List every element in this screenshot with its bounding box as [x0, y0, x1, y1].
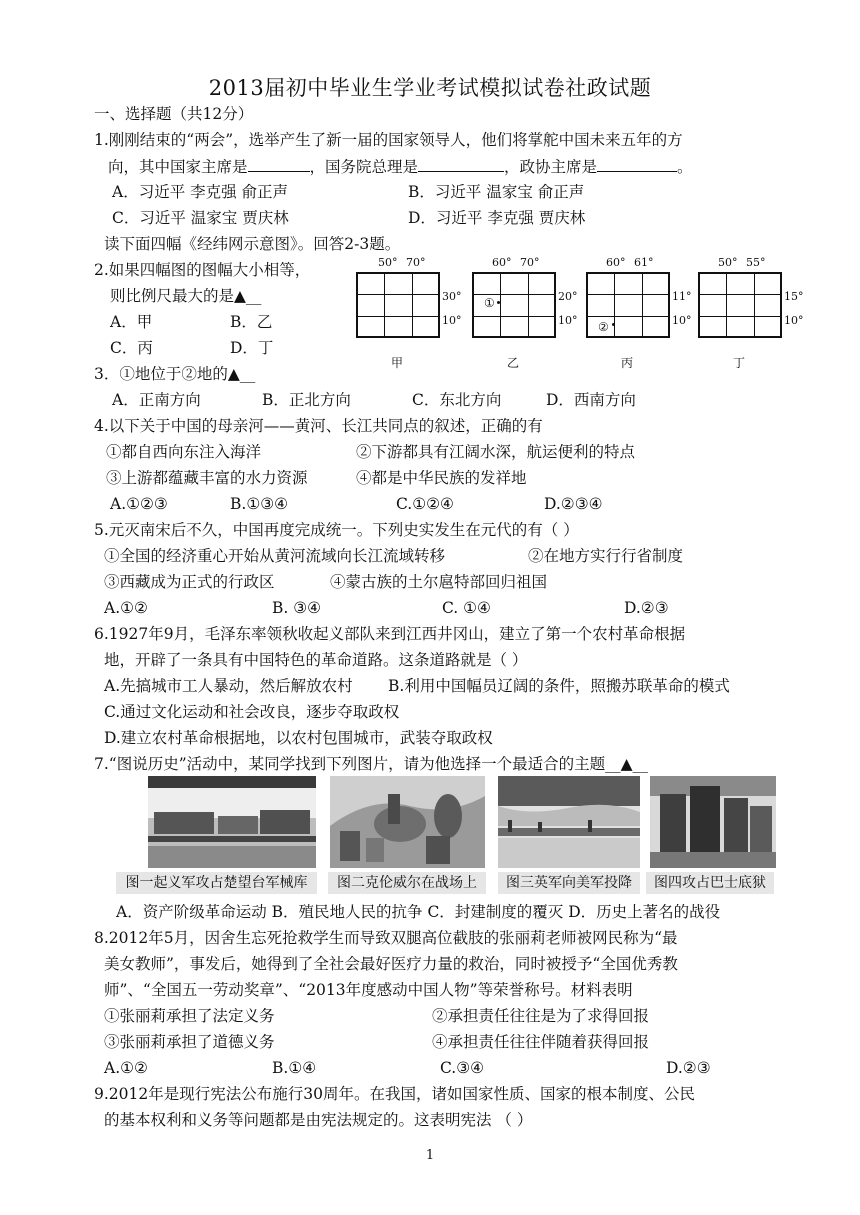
- longitude-label: 70°: [406, 256, 426, 269]
- q2-option-c: C．丙: [110, 339, 153, 357]
- blank-line: [597, 156, 677, 172]
- q1-stem-line2: [108, 156, 693, 177]
- q5-option-b: B. ③④: [272, 599, 322, 617]
- q4-statement-2: ②下游都具有江阔水深，航运便利的特点: [356, 443, 636, 461]
- photo-caption-3: 图三英军向美军投降: [498, 872, 640, 894]
- map-caption: 丁: [732, 356, 745, 370]
- map-caption: 乙: [506, 356, 519, 370]
- q2-option-a: A．甲: [110, 313, 153, 331]
- latlong-map-yi: [470, 254, 580, 374]
- q1-text-4: 。: [677, 158, 693, 176]
- q5-statement-4: ④蒙古族的土尔扈特部回归祖国: [330, 573, 548, 591]
- map-grid: [698, 272, 782, 338]
- q8-option-c: C.③④: [440, 1059, 485, 1077]
- q8-stem-line3: 师”、“全国五一劳动奖章”、“2013年度感动中国人物”等荣誉称号。材料表明: [104, 981, 633, 999]
- q2-option-d: D．丁: [230, 339, 274, 357]
- blank-line: [248, 156, 310, 172]
- q9-stem: 9.2012年是现行宪法公布施行30周年。在我国，诸如国家性质、国家的根本制度、公民: [94, 1085, 695, 1103]
- q5-statement-1: ①全国的经济重心开始从黄河流域向长江流域转移: [104, 547, 446, 565]
- q3-option-c: C．东北方向: [412, 391, 502, 409]
- q8-option-b: B.①④: [272, 1059, 317, 1077]
- q1-text-2: ，国务院总理是: [309, 158, 419, 176]
- q8-stem: 8.2012年5月，因舍生忘死抢救学生而导致双腿高位截肢的张丽莉老师被网民称为“最: [94, 929, 678, 947]
- photo-caption-4: 图四攻占巴士底狱: [646, 872, 774, 894]
- latlong-map-bing: [584, 254, 694, 374]
- longitude-label: 50°: [718, 256, 738, 269]
- q1-stem: 1.刚刚结束的“两会”，选举产生了新一届的国家领导人，他们将掌舵中国未来五年的方: [94, 131, 683, 149]
- photo-bastille: [650, 776, 776, 868]
- q5-statement-2: ②在地方实行行省制度: [528, 547, 684, 565]
- photo-wuchang-armory: [148, 776, 316, 868]
- map-caption: 丙: [620, 356, 633, 370]
- map-point-2: ②: [598, 320, 609, 334]
- q8-statement-1: ①张丽莉承担了法定义务: [104, 1007, 275, 1025]
- q2-stem: 2.如果四幅图的图幅大小相等，: [94, 261, 311, 279]
- q5-option-c: C. ①④: [442, 599, 491, 617]
- q8-statement-4: ④承担责任往往伴随着获得回报: [432, 1033, 650, 1051]
- q5-option-a: A.①②: [104, 599, 148, 617]
- page-title: 2013届初中毕业生学业考试模拟试卷社政试题: [208, 76, 652, 100]
- longitude-label: 70°: [520, 256, 540, 269]
- map-caption: 甲: [390, 356, 403, 370]
- q4-option-a: A.①②③: [110, 495, 168, 513]
- latitude-label: 10°: [672, 314, 692, 327]
- q7-stem: 7.“图说历史”活动中，某同学找到下列图片，请为他选择一个最适合的主题__▲__: [94, 755, 649, 773]
- q8-statement-2: ②承担责任往往是为了求得回报: [432, 1007, 650, 1025]
- q2-stem-line2: 则比例尺最大的是▲__: [110, 287, 262, 305]
- q8-option-a: A.①②: [104, 1059, 148, 1077]
- longitude-label: 61°: [634, 256, 654, 269]
- latitude-label: 15°: [784, 290, 804, 303]
- photo-caption-2: 图二克伦威尔在战场上: [328, 872, 486, 894]
- q6-stem-line2: 地，开辟了一条具有中国特色的革命道路。这条道路就是（ ）: [104, 651, 528, 669]
- q2-option-b: B．乙: [230, 313, 273, 331]
- q4-option-c: C.①②④: [396, 495, 454, 513]
- latlong-map-jia: [354, 254, 464, 374]
- q3-option-b: B．正北方向: [262, 391, 351, 409]
- q5-option-d: D.②③: [624, 599, 669, 617]
- q1-option-d: D．习近平 李克强 贾庆林: [408, 209, 586, 227]
- longitude-label: 50°: [378, 256, 398, 269]
- map-point-1: ①: [484, 296, 495, 310]
- q8-stem-line2: 美女教师”，事发后，她得到了全社会最好医疗力量的救治，同时被授予“全国优秀教: [104, 955, 678, 973]
- q1-option-b: B．习近平 温家宝 俞正声: [408, 183, 585, 201]
- q4-option-b: B.①③④: [230, 495, 289, 513]
- section-heading: 一、选择题（共12分）: [94, 105, 254, 123]
- latlong-map-ding: [696, 254, 806, 374]
- latitude-label: 10°: [784, 314, 804, 327]
- q3-option-a: A．正南方向: [112, 391, 201, 409]
- q6-option-a: A.先搞城市工人暴动，然后解放农村: [104, 677, 353, 695]
- q6-option-b: B.利用中国幅员辽阔的条件，照搬苏联革命的模式: [388, 677, 730, 695]
- q4-statement-4: ④都是中华民族的发祥地: [356, 469, 527, 487]
- q9-stem-line2: 的基本权利和义务等问题都是由宪法规定的。这表明宪法 （ ）: [104, 1111, 533, 1129]
- map-point-dot: [612, 323, 615, 326]
- map-grid: [356, 272, 440, 338]
- photo-british-surrender: [498, 776, 640, 868]
- q4-statement-3: ③上游都蕴藏丰富的水力资源: [106, 469, 308, 487]
- q5-statement-3: ③西藏成为正式的行政区: [104, 573, 275, 591]
- latitude-label: 30°: [442, 290, 462, 303]
- q6-option-d: D.建立农村革命根据地，以农村包围城市，武装夺取政权: [104, 729, 493, 747]
- q8-statement-3: ③张丽莉承担了道德义务: [104, 1033, 275, 1051]
- q4-option-d: D.②③④: [544, 495, 603, 513]
- q3-option-d: D．西南方向: [546, 391, 636, 409]
- blank-line: [418, 156, 504, 172]
- map-point-dot: [497, 301, 500, 304]
- latitude-label: 11°: [672, 290, 692, 303]
- photo-caption-1: 图一起义军攻占楚望台军械库: [116, 872, 317, 894]
- q1-text-3: ，政协主席是: [504, 158, 598, 176]
- q1-option-a: A．习近平 李克强 俞正声: [112, 183, 289, 201]
- q3-stem: 3．①地位于②地的▲__: [94, 365, 256, 383]
- q1-text-1: 向，其中国家主席是: [108, 158, 248, 176]
- q6-option-c: C.通过文化运动和社会改良，逐步夺取政权: [104, 703, 400, 721]
- q5-stem: 5.元灭南宋后不久，中国再度完成统一。下列史实发生在元代的有（ ）: [94, 521, 579, 539]
- longitude-label: 60°: [492, 256, 512, 269]
- q4-stem: 4.以下关于中国的母亲河——黄河、长江共同点的叙述，正确的有: [94, 417, 543, 435]
- longitude-label: 60°: [606, 256, 626, 269]
- longitude-label: 55°: [746, 256, 766, 269]
- page-number: 1: [425, 1148, 435, 1163]
- q7-options: A．资产阶级革命运动 B．殖民地人民的抗争 C．封建制度的覆灭 D．历史上著名的战役: [116, 903, 721, 921]
- q8-option-d: D.②③: [666, 1059, 711, 1077]
- q6-stem: 6.1927年9月，毛泽东率领秋收起义部队来到江西井冈山，建立了第一个农村革命根据: [94, 625, 686, 643]
- latitude-label: 10°: [442, 314, 462, 327]
- photo-cromwell-battlefield: [330, 776, 485, 868]
- q4-statement-1: ①都自西向东注入海洋: [106, 443, 262, 461]
- latitude-label: 20°: [558, 290, 578, 303]
- read-instruction: 读下面四幅《经纬网示意图》。回答2-3题。: [104, 235, 401, 253]
- q1-option-c: C．习近平 温家宝 贾庆林: [112, 209, 289, 227]
- latitude-label: 10°: [558, 314, 578, 327]
